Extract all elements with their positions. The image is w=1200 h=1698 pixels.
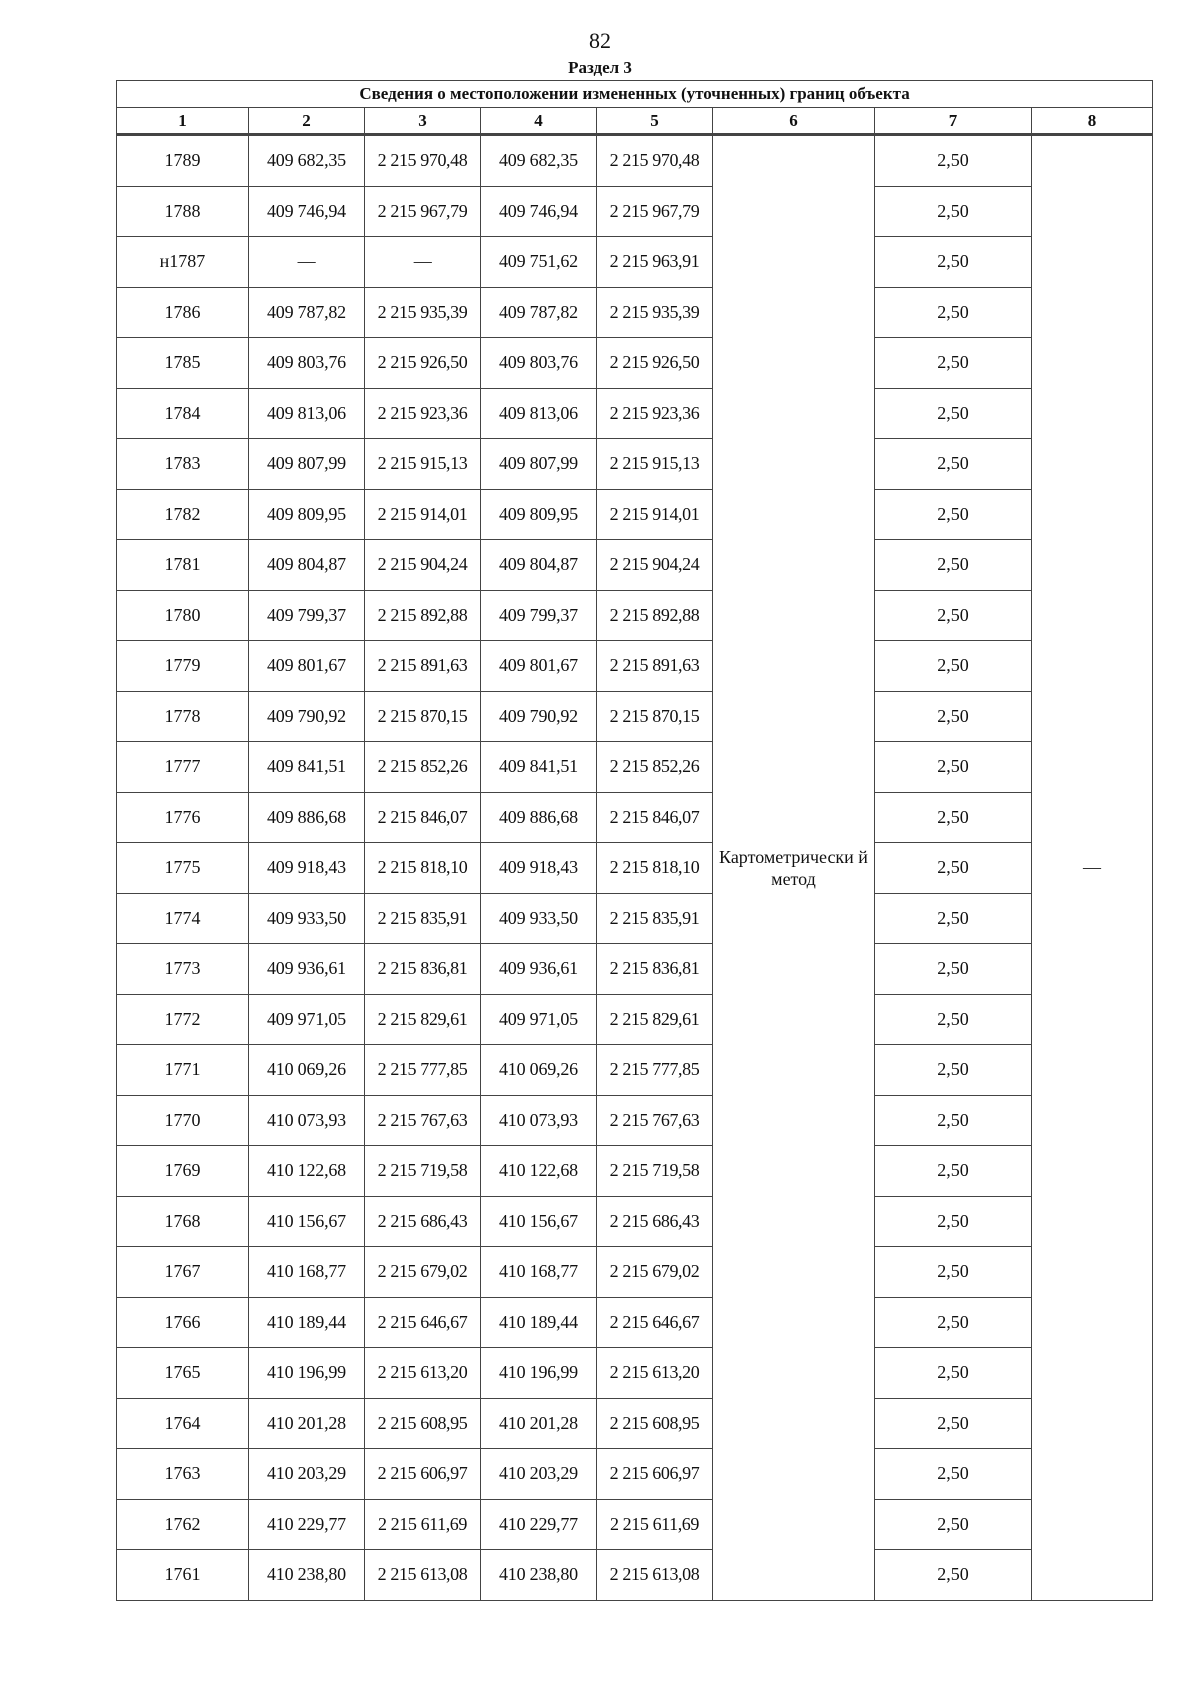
x-new-cell: 410 203,29: [481, 1449, 597, 1500]
x-new-cell: 409 801,67: [481, 641, 597, 692]
x-existing-cell: 409 803,76: [249, 338, 365, 389]
y-existing-cell: 2 215 818,10: [365, 843, 481, 894]
x-existing-cell: 409 813,06: [249, 388, 365, 439]
column-number: 5: [597, 108, 713, 135]
point-number-cell: 1771: [117, 1045, 249, 1096]
accuracy-cell: 2,50: [875, 944, 1032, 995]
y-existing-cell: 2 215 926,50: [365, 338, 481, 389]
point-number-cell: н1787: [117, 237, 249, 288]
x-existing-cell: 409 682,35: [249, 135, 365, 187]
x-existing-cell: 410 122,68: [249, 1146, 365, 1197]
point-number-cell: 1768: [117, 1196, 249, 1247]
x-new-cell: 409 682,35: [481, 135, 597, 187]
y-new-cell: 2 215 852,26: [597, 742, 713, 793]
column-number: 4: [481, 108, 597, 135]
column-number: 8: [1032, 108, 1153, 135]
x-existing-cell: 410 168,77: [249, 1247, 365, 1298]
accuracy-cell: 2,50: [875, 691, 1032, 742]
y-existing-cell: —: [365, 237, 481, 288]
accuracy-cell: 2,50: [875, 1247, 1032, 1298]
y-new-cell: 2 215 926,50: [597, 338, 713, 389]
point-number-cell: 1772: [117, 994, 249, 1045]
accuracy-cell: 2,50: [875, 489, 1032, 540]
x-new-cell: 409 804,87: [481, 540, 597, 591]
x-existing-cell: 409 971,05: [249, 994, 365, 1045]
table-row: [117, 388, 1153, 439]
accuracy-cell: 2,50: [875, 590, 1032, 641]
table-row: [117, 540, 1153, 591]
table-row: [117, 135, 1153, 187]
x-new-cell: 410 122,68: [481, 1146, 597, 1197]
x-existing-cell: 410 238,80: [249, 1550, 365, 1601]
x-new-cell: 410 073,93: [481, 1095, 597, 1146]
x-new-cell: 410 156,67: [481, 1196, 597, 1247]
x-new-cell: 409 799,37: [481, 590, 597, 641]
accuracy-cell: 2,50: [875, 237, 1032, 288]
x-new-cell: 409 751,62: [481, 237, 597, 288]
x-existing-cell: 409 746,94: [249, 186, 365, 237]
y-new-cell: 2 215 613,08: [597, 1550, 713, 1601]
point-number-cell: 1761: [117, 1550, 249, 1601]
table-row: [117, 1550, 1153, 1601]
y-existing-cell: 2 215 846,07: [365, 792, 481, 843]
y-existing-cell: 2 215 679,02: [365, 1247, 481, 1298]
y-new-cell: 2 215 923,36: [597, 388, 713, 439]
x-new-cell: 409 790,92: [481, 691, 597, 742]
x-new-cell: 410 196,99: [481, 1348, 597, 1399]
x-new-cell: 409 971,05: [481, 994, 597, 1045]
accuracy-cell: 2,50: [875, 1146, 1032, 1197]
y-existing-cell: 2 215 646,67: [365, 1297, 481, 1348]
column-number: 7: [875, 108, 1032, 135]
method-cell: Картометрически й метод: [713, 135, 875, 1601]
point-number-cell: 1782: [117, 489, 249, 540]
point-number-cell: 1777: [117, 742, 249, 793]
x-existing-cell: 410 189,44: [249, 1297, 365, 1348]
x-existing-cell: 410 203,29: [249, 1449, 365, 1500]
point-number-cell: 1780: [117, 590, 249, 641]
x-existing-cell: 409 787,82: [249, 287, 365, 338]
y-new-cell: 2 215 935,39: [597, 287, 713, 338]
x-existing-cell: 409 918,43: [249, 843, 365, 894]
point-number-cell: 1781: [117, 540, 249, 591]
accuracy-cell: 2,50: [875, 287, 1032, 338]
y-existing-cell: 2 215 836,81: [365, 944, 481, 995]
x-new-cell: 410 189,44: [481, 1297, 597, 1348]
x-new-cell: 410 069,26: [481, 1045, 597, 1096]
y-new-cell: 2 215 686,43: [597, 1196, 713, 1247]
y-existing-cell: 2 215 970,48: [365, 135, 481, 187]
y-new-cell: 2 215 608,95: [597, 1398, 713, 1449]
table-row: [117, 590, 1153, 641]
x-new-cell: 410 238,80: [481, 1550, 597, 1601]
point-number-cell: 1788: [117, 186, 249, 237]
point-number-cell: 1784: [117, 388, 249, 439]
x-existing-cell: 409 933,50: [249, 893, 365, 944]
point-number-cell: 1764: [117, 1398, 249, 1449]
table-row: [117, 439, 1153, 490]
table-row: [117, 489, 1153, 540]
table-caption: Сведения о местоположении измененных (уточненных) границ объекта: [117, 81, 1153, 108]
column-number: 2: [249, 108, 365, 135]
y-new-cell: 2 215 963,91: [597, 237, 713, 288]
accuracy-cell: 2,50: [875, 1550, 1032, 1601]
point-number-cell: 1778: [117, 691, 249, 742]
table-row: [117, 691, 1153, 742]
point-number-cell: 1765: [117, 1348, 249, 1399]
x-new-cell: 409 886,68: [481, 792, 597, 843]
y-new-cell: 2 215 679,02: [597, 1247, 713, 1298]
x-existing-cell: 410 069,26: [249, 1045, 365, 1096]
x-existing-cell: 409 799,37: [249, 590, 365, 641]
x-existing-cell: 409 809,95: [249, 489, 365, 540]
column-number: 6: [713, 108, 875, 135]
x-new-cell: 409 809,95: [481, 489, 597, 540]
x-existing-cell: 409 936,61: [249, 944, 365, 995]
y-new-cell: 2 215 606,97: [597, 1449, 713, 1500]
point-number-cell: 1776: [117, 792, 249, 843]
accuracy-cell: 2,50: [875, 792, 1032, 843]
y-existing-cell: 2 215 935,39: [365, 287, 481, 338]
y-existing-cell: 2 215 892,88: [365, 590, 481, 641]
accuracy-cell: 2,50: [875, 338, 1032, 389]
table-row: [117, 742, 1153, 793]
table-row: [117, 1045, 1153, 1096]
y-existing-cell: 2 215 606,97: [365, 1449, 481, 1500]
y-new-cell: 2 215 767,63: [597, 1095, 713, 1146]
y-new-cell: 2 215 835,91: [597, 893, 713, 944]
y-new-cell: 2 215 818,10: [597, 843, 713, 894]
x-new-cell: 410 201,28: [481, 1398, 597, 1449]
point-number-cell: 1775: [117, 843, 249, 894]
x-new-cell: 409 787,82: [481, 287, 597, 338]
y-new-cell: 2 215 846,07: [597, 792, 713, 843]
table-row: [117, 1297, 1153, 1348]
accuracy-cell: 2,50: [875, 186, 1032, 237]
table-row: [117, 186, 1153, 237]
accuracy-cell: 2,50: [875, 1095, 1032, 1146]
x-existing-cell: 409 804,87: [249, 540, 365, 591]
accuracy-cell: 2,50: [875, 994, 1032, 1045]
section-title: Раздел 3: [568, 58, 632, 77]
accuracy-cell: 2,50: [875, 388, 1032, 439]
y-existing-cell: 2 215 915,13: [365, 439, 481, 490]
y-existing-cell: 2 215 870,15: [365, 691, 481, 742]
table-row: [117, 1095, 1153, 1146]
coordinates-table: [116, 80, 1153, 1601]
y-new-cell: 2 215 904,24: [597, 540, 713, 591]
table-row: [117, 843, 1153, 894]
y-existing-cell: 2 215 613,08: [365, 1550, 481, 1601]
y-existing-cell: 2 215 914,01: [365, 489, 481, 540]
table-row: [117, 1499, 1153, 1550]
table-row: [117, 237, 1153, 288]
y-new-cell: 2 215 892,88: [597, 590, 713, 641]
table-row: [117, 287, 1153, 338]
x-existing-cell: 410 229,77: [249, 1499, 365, 1550]
table-row: [117, 1348, 1153, 1399]
accuracy-cell: 2,50: [875, 439, 1032, 490]
column-number: 3: [365, 108, 481, 135]
y-new-cell: 2 215 611,69: [597, 1499, 713, 1550]
x-existing-cell: 409 886,68: [249, 792, 365, 843]
point-number-cell: 1770: [117, 1095, 249, 1146]
x-new-cell: 409 813,06: [481, 388, 597, 439]
y-existing-cell: 2 215 613,20: [365, 1348, 481, 1399]
table-row: [117, 1247, 1153, 1298]
y-existing-cell: 2 215 608,95: [365, 1398, 481, 1449]
point-number-cell: 1766: [117, 1297, 249, 1348]
table-row: [117, 944, 1153, 995]
table-row: [117, 1196, 1153, 1247]
x-new-cell: 410 229,77: [481, 1499, 597, 1550]
y-existing-cell: 2 215 686,43: [365, 1196, 481, 1247]
page-number: 82: [589, 28, 611, 53]
y-existing-cell: 2 215 829,61: [365, 994, 481, 1045]
y-new-cell: 2 215 914,01: [597, 489, 713, 540]
y-new-cell: 2 215 891,63: [597, 641, 713, 692]
x-new-cell: 409 803,76: [481, 338, 597, 389]
x-new-cell: 409 936,61: [481, 944, 597, 995]
accuracy-cell: 2,50: [875, 893, 1032, 944]
y-existing-cell: 2 215 611,69: [365, 1499, 481, 1550]
y-new-cell: 2 215 970,48: [597, 135, 713, 187]
x-new-cell: 409 841,51: [481, 742, 597, 793]
table-row: [117, 1449, 1153, 1500]
x-existing-cell: 410 196,99: [249, 1348, 365, 1399]
y-new-cell: 2 215 836,81: [597, 944, 713, 995]
y-new-cell: 2 215 613,20: [597, 1348, 713, 1399]
x-new-cell: 409 746,94: [481, 186, 597, 237]
y-new-cell: 2 215 829,61: [597, 994, 713, 1045]
table-row: [117, 893, 1153, 944]
accuracy-cell: 2,50: [875, 641, 1032, 692]
table-row: [117, 641, 1153, 692]
point-number-cell: 1783: [117, 439, 249, 490]
x-existing-cell: 409 790,92: [249, 691, 365, 742]
y-new-cell: 2 215 870,15: [597, 691, 713, 742]
y-existing-cell: 2 215 777,85: [365, 1045, 481, 1096]
y-existing-cell: 2 215 923,36: [365, 388, 481, 439]
x-existing-cell: 409 801,67: [249, 641, 365, 692]
x-new-cell: 409 918,43: [481, 843, 597, 894]
point-number-cell: 1763: [117, 1449, 249, 1500]
accuracy-cell: 2,50: [875, 135, 1032, 187]
table-row: [117, 1398, 1153, 1449]
accuracy-cell: 2,50: [875, 1449, 1032, 1500]
y-existing-cell: 2 215 891,63: [365, 641, 481, 692]
point-number-cell: 1786: [117, 287, 249, 338]
accuracy-cell: 2,50: [875, 1196, 1032, 1247]
y-existing-cell: 2 215 967,79: [365, 186, 481, 237]
column8-cell: —: [1032, 135, 1153, 1601]
y-new-cell: 2 215 777,85: [597, 1045, 713, 1096]
x-existing-cell: 409 807,99: [249, 439, 365, 490]
point-number-cell: 1785: [117, 338, 249, 389]
y-new-cell: 2 215 967,79: [597, 186, 713, 237]
y-existing-cell: 2 215 904,24: [365, 540, 481, 591]
y-new-cell: 2 215 646,67: [597, 1297, 713, 1348]
table-row: [117, 1146, 1153, 1197]
y-new-cell: 2 215 719,58: [597, 1146, 713, 1197]
x-new-cell: 409 807,99: [481, 439, 597, 490]
x-new-cell: 410 168,77: [481, 1247, 597, 1298]
point-number-cell: 1762: [117, 1499, 249, 1550]
x-existing-cell: 409 841,51: [249, 742, 365, 793]
point-number-cell: 1789: [117, 135, 249, 187]
accuracy-cell: 2,50: [875, 1297, 1032, 1348]
y-existing-cell: 2 215 719,58: [365, 1146, 481, 1197]
accuracy-cell: 2,50: [875, 742, 1032, 793]
point-number-cell: 1779: [117, 641, 249, 692]
point-number-cell: 1769: [117, 1146, 249, 1197]
y-existing-cell: 2 215 835,91: [365, 893, 481, 944]
table-row: [117, 994, 1153, 1045]
x-existing-cell: 410 073,93: [249, 1095, 365, 1146]
point-number-cell: 1773: [117, 944, 249, 995]
x-new-cell: 409 933,50: [481, 893, 597, 944]
accuracy-cell: 2,50: [875, 540, 1032, 591]
table-row: [117, 792, 1153, 843]
point-number-cell: 1767: [117, 1247, 249, 1298]
x-existing-cell: —: [249, 237, 365, 288]
accuracy-cell: 2,50: [875, 1398, 1032, 1449]
x-existing-cell: 410 156,67: [249, 1196, 365, 1247]
x-existing-cell: 410 201,28: [249, 1398, 365, 1449]
accuracy-cell: 2,50: [875, 843, 1032, 894]
table-row: [117, 338, 1153, 389]
accuracy-cell: 2,50: [875, 1045, 1032, 1096]
accuracy-cell: 2,50: [875, 1348, 1032, 1399]
y-existing-cell: 2 215 767,63: [365, 1095, 481, 1146]
y-existing-cell: 2 215 852,26: [365, 742, 481, 793]
column-number: 1: [117, 108, 249, 135]
point-number-cell: 1774: [117, 893, 249, 944]
y-new-cell: 2 215 915,13: [597, 439, 713, 490]
accuracy-cell: 2,50: [875, 1499, 1032, 1550]
